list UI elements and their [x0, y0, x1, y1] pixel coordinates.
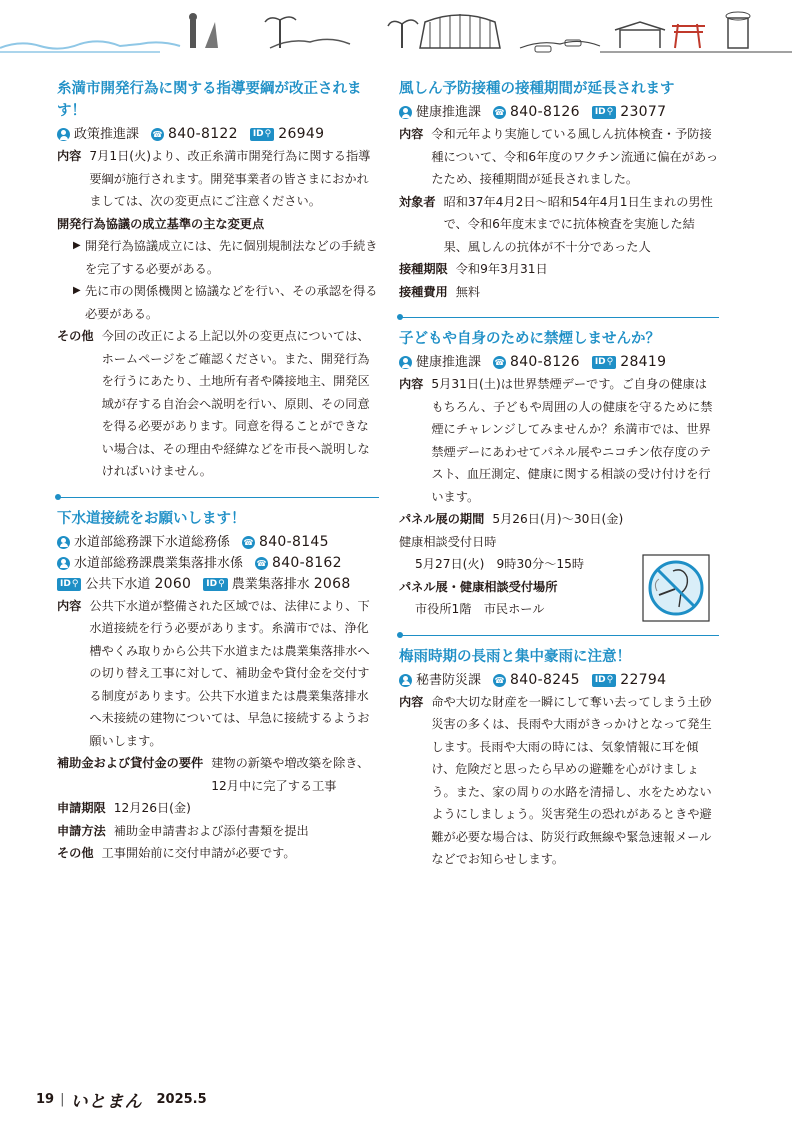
contact-line	[57, 553, 379, 574]
label-content: 内容	[399, 127, 424, 141]
label-content: 内容	[57, 598, 82, 613]
consult-text: 5月27日(火) 9時30分～15時	[415, 557, 585, 571]
magazine-logo: いとまん	[70, 1092, 143, 1112]
id-search-icon: ID ⚲	[592, 674, 616, 687]
phone-number: 840-8126	[510, 104, 580, 120]
id-search-icon: ID ⚲	[250, 128, 274, 141]
section-rubella-vaccination	[399, 78, 719, 303]
phone-icon: ☎	[152, 130, 163, 139]
section-heavy-rain	[399, 646, 719, 871]
phone-number: 840-8126	[510, 354, 580, 370]
department: 健康推進課	[416, 105, 482, 120]
page-id: 22794	[620, 671, 667, 688]
label-place: パネル展・健康相談受付場所	[399, 579, 558, 594]
contact-line	[399, 670, 719, 691]
person-icon	[399, 106, 412, 119]
label-requirement: 補助金および貸付金の要件	[57, 756, 204, 770]
label-consult: 健康相談受付日時	[399, 534, 497, 549]
label-target: 対象者	[399, 194, 436, 209]
person-icon	[399, 356, 412, 369]
place-text: 市役所1階 市民ホール	[415, 602, 545, 616]
phone-icon: ☎	[494, 108, 505, 117]
label-other: その他	[57, 329, 94, 343]
id-label: 公共下水道	[85, 576, 151, 592]
page-id: 2068	[313, 575, 351, 592]
sub-heading: 開発行為協議の成立基準の主な変更点	[57, 216, 265, 231]
deadline-text: 12月26日(金)	[113, 801, 191, 815]
contact-line	[57, 574, 379, 595]
page-id: 2060	[154, 575, 192, 592]
person-icon	[399, 674, 412, 687]
label-content: 内容	[57, 149, 82, 163]
issue-date: 2025.5	[156, 1092, 207, 1107]
method-text: 補助金申請書および添付書類を提出	[113, 823, 309, 838]
label-deadline: 申請期限	[57, 801, 106, 815]
id-label: 農業集落排水	[231, 576, 310, 592]
label-content: 内容	[399, 377, 424, 391]
period-text: 令和9年3月31日	[455, 262, 548, 276]
section-development-guideline	[57, 78, 379, 483]
list-item: ▶ 開発行為協議成立には、先に個別規制法などの手続きを完了する必要がある。	[73, 239, 378, 276]
id-search-icon: ID ⚲	[57, 578, 81, 591]
target-text: 昭和37年4月2日～昭和54年4月1日生まれの男性で、令和6年度末までに抗体検査を実施した結果、風しんの抗体が不十分であった人	[443, 194, 713, 254]
page-number: 19	[36, 1092, 55, 1107]
person-icon	[57, 557, 70, 570]
phone-icon: ☎	[494, 358, 505, 367]
phone-number: 840-8145	[259, 533, 329, 550]
person-icon	[57, 128, 70, 141]
department: 政策推進課	[74, 127, 140, 142]
fee-text: 無料	[455, 284, 481, 299]
section-title: 糸満市開発行為に関する指導要綱が改正されます！	[57, 81, 362, 119]
header-illustration	[0, 0, 792, 60]
other-text: 今回の改正による上記以外の変更点については、ホームページをご確認ください。また、開発行為を行うにあたり、土地所有者や隣接地主、開発区域が存する自治会へ説明を行い、原則、その同意を得る必要があります。同意を得ることができない場合は、その理由や経緯などを市長へ説明しなければいけません。	[101, 329, 370, 478]
label-method: 申請方法	[57, 823, 106, 838]
section-no-smoking	[399, 328, 719, 621]
department: 秘書防災課	[416, 672, 482, 688]
person-icon	[57, 536, 70, 549]
department: 水道部総務課農業集落排水係	[74, 555, 244, 571]
label-other: その他	[57, 846, 94, 860]
content-text: 令和元年より実施している風しん抗体検査・予防接種について、令和6年度のワクチン流通に偏在があったため、接種期間が延長されました。	[431, 127, 719, 186]
id-search-icon: ID ⚲	[592, 356, 616, 369]
phone-number: 840-8162	[272, 554, 342, 571]
id-search-icon: ID ⚲	[203, 578, 227, 591]
phone-number: 840-8245	[510, 671, 580, 688]
content-text: 公共下水道が整備された区域では、法律により、下水道接続を行う必要があります。糸満市では、浄化槽やくみ取りから公共下水道または農業集落排水への切り替え工事に対して、補助金や貸付金を交付する制度があります。公共下水道または農業集落排水へ未接続の建物については、早急に接続するようお願いします。	[89, 598, 370, 748]
page-id: 28419	[620, 354, 667, 370]
section-sewer-connection	[57, 508, 379, 865]
right-column	[399, 78, 719, 885]
list-item: ▶ 先に市の関係機関と協議などを行い、その承認を得る必要がある。	[73, 284, 378, 321]
requirement-text: 建物の新築や増改築を除き、12月中に完了する工事	[211, 756, 370, 793]
label-panel-period: パネル展の期間	[399, 512, 485, 526]
section-title: 下水道接続をお願いします！	[57, 510, 246, 527]
label-period: 接種期限	[399, 262, 448, 276]
page-id: 23077	[620, 104, 667, 120]
phone-icon: ☎	[256, 558, 267, 568]
department: 水道部総務課下水道総務係	[74, 534, 231, 550]
panel-period-text: 5月26日(月)～30日(金)	[492, 512, 624, 526]
content-text: 5月31日(土)は世界禁煙デーです。ご自身の健康はもちろん、子どもや周囲の人の健康を守るために禁煙にチャレンジしてみませんか？糸満市では、世界禁煙デーにあわせてパネル展やニコチン依存度のテスト、血圧測定、健康に関する相談の受け付けを行います。	[431, 377, 713, 504]
section-title: 子どもや自身のために禁煙しませんか？	[399, 331, 660, 347]
no-smoking-icon	[641, 551, 711, 623]
contact-line	[399, 352, 719, 373]
section-title: 梅雨時期の長雨と集中豪雨に注意！	[399, 648, 631, 665]
section-divider	[399, 317, 719, 318]
label-fee: 接種費用	[399, 284, 448, 299]
phone-number: 840-8122	[168, 126, 238, 142]
page-id: 26949	[278, 126, 325, 142]
department: 健康推進課	[416, 355, 482, 370]
other-text: 工事開始前に交付申請が必要です。	[101, 846, 296, 860]
contact-line	[57, 532, 379, 553]
page-footer: 19 | いとまん 2025.5	[36, 1087, 207, 1112]
label-content: 内容	[399, 694, 424, 709]
content-text: 命や大切な財産を一瞬にして奪い去ってしまう土砂災害の多くは、長雨や大雨がきっかけとなって発生します。長雨や大雨の時には、気象情報に耳を傾け、危険だと思ったら早めの避難を心がけましょう。また、家の周りの水路を清掃し、水をためないようにしましょう。災害発生の恐れがあるときや避難が必要な場合は、防災行政無線や緊急速報メールなどでお知らせします。	[431, 694, 712, 866]
phone-icon: ☎	[243, 537, 254, 547]
contact-line	[399, 102, 719, 123]
left-column	[57, 78, 379, 879]
content-text: 7月1日(火)より、改正糸満市開発行為に関する指導要綱が施行されます。開発事業者の皆さまにおかれましては、次の変更点にご注意ください。	[89, 149, 371, 208]
contact-line	[57, 124, 379, 145]
phone-icon: ☎	[494, 675, 505, 685]
id-search-icon: ID ⚲	[592, 106, 616, 119]
section-divider	[57, 497, 379, 498]
section-divider	[399, 635, 719, 636]
section-title: 風しん予防接種の接種期間が延長されます	[399, 81, 675, 97]
